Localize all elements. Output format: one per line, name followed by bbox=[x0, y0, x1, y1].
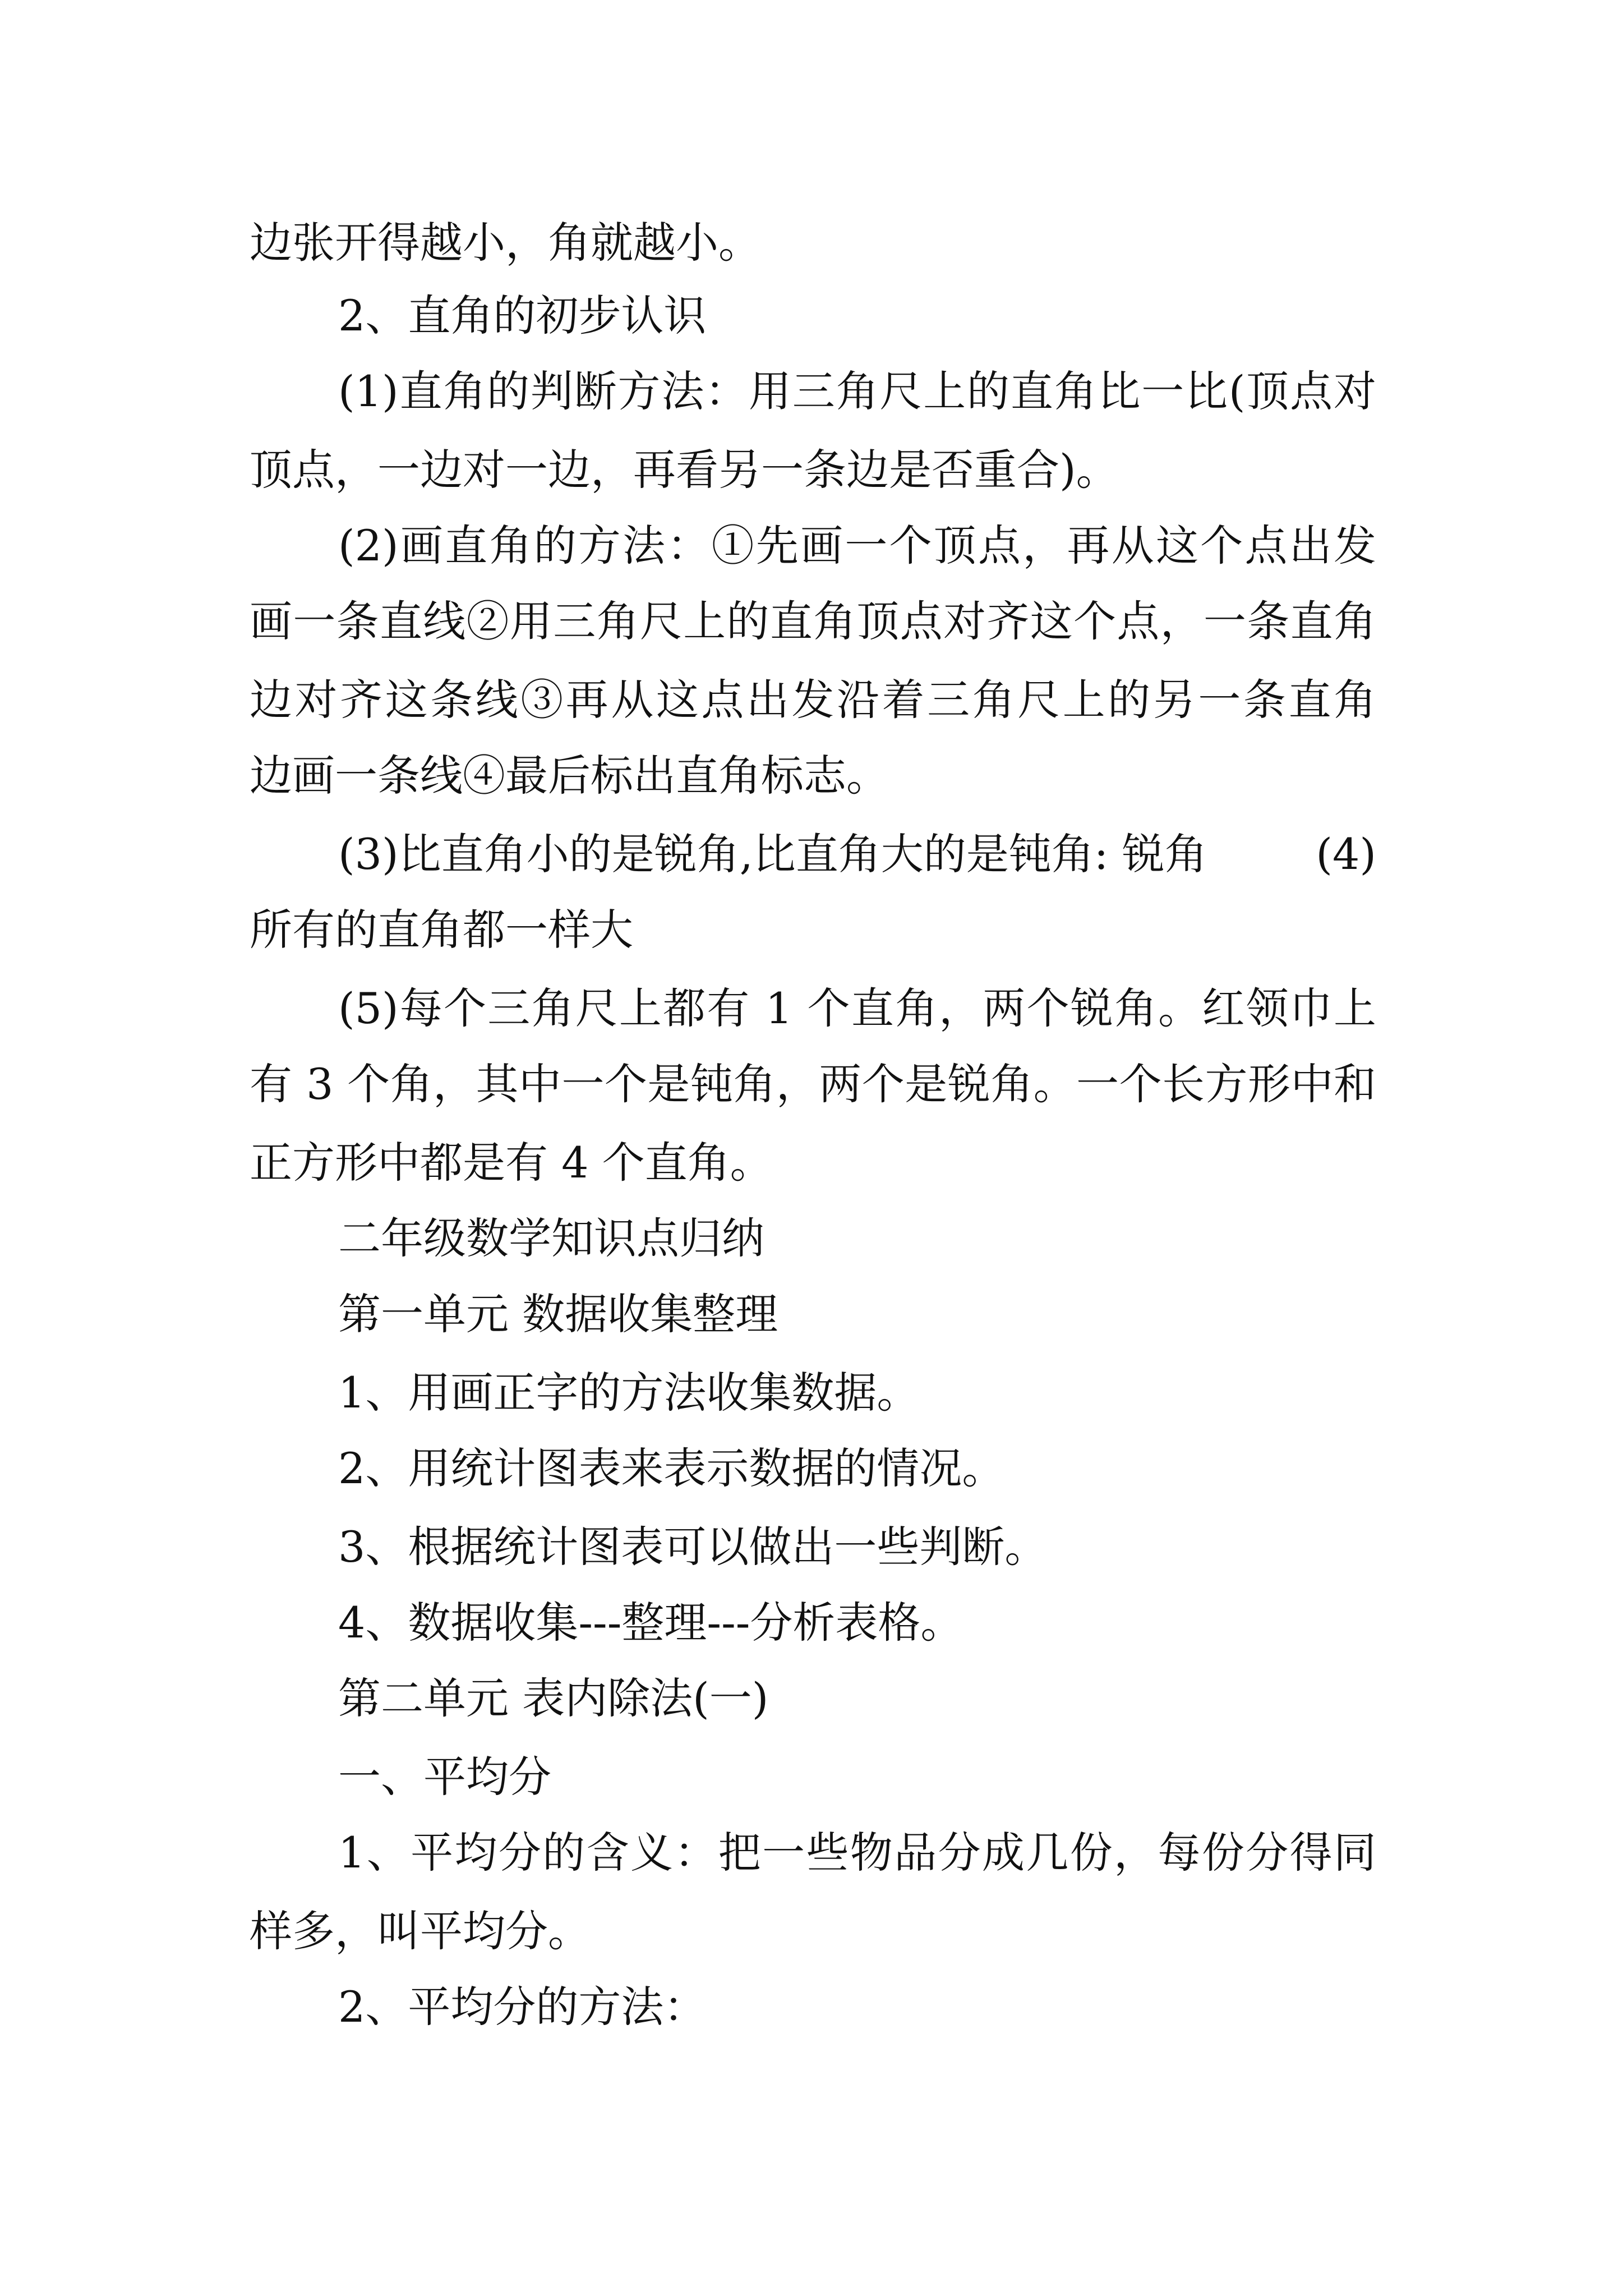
text-line: (3)比直角小的是锐角,比直角大的是钝角: 锐角 bbox=[338, 829, 1207, 879]
text-line: 2、平均分的方法： bbox=[338, 1982, 707, 2032]
section-heading: 一、平均分 bbox=[338, 1752, 551, 1802]
text-line: (4) bbox=[1316, 829, 1376, 879]
section-heading: 第二单元 表内除法(一) bbox=[338, 1673, 769, 1723]
text-line: 边张开得越小，角就越小。 bbox=[250, 218, 761, 268]
text-line: 画一条直线②用三角尺上的直角顶点对齐这个点，一条直角 bbox=[250, 596, 1376, 646]
text-line: (2)画直角的方法：①先画一个顶点，再从这个点出发 bbox=[338, 521, 1376, 570]
text-line: 2、用统计图表来表示数据的情况。 bbox=[338, 1443, 1005, 1493]
text-line: 所有的直角都一样大 bbox=[250, 905, 633, 955]
text-line: (1)直角的判断方法：用三角尺上的直角比一比(顶点对 bbox=[338, 366, 1376, 416]
text-line: 4、数据收集---整理---分析表格。 bbox=[338, 1598, 963, 1648]
text-line: 1、平均分的含义：把一些物品分成几份，每份分得同 bbox=[338, 1828, 1376, 1878]
section-heading: 第一单元 数据收集整理 bbox=[338, 1289, 778, 1339]
text-line: 1、用画正字的方法收集数据。 bbox=[338, 1368, 920, 1418]
text-line: 样多，叫平均分。 bbox=[250, 1906, 591, 1956]
text-line: 正方形中都是有 4 个直角。 bbox=[250, 1138, 773, 1188]
text-line: 边对齐这条线③再从这点出发沿着三角尺上的另一条直角 bbox=[250, 675, 1376, 725]
text-line: 3、根据统计图表可以做出一些判断。 bbox=[338, 1522, 1048, 1572]
text-line: (5)每个三角尺上都有 1 个直角，两个锐角。红领巾上 bbox=[338, 983, 1376, 1033]
text-line: 边画一条线④最后标出直角标志。 bbox=[250, 751, 889, 800]
section-heading: 二年级数学知识点归纳 bbox=[338, 1213, 764, 1263]
text-line: 顶点，一边对一边，再看另一条边是否重合)。 bbox=[250, 445, 1119, 495]
text-line: 有 3 个角，其中一个是钝角，两个是锐角。一个长方形中和 bbox=[250, 1059, 1376, 1109]
text-line: 2、直角的初步认识 bbox=[338, 291, 707, 341]
